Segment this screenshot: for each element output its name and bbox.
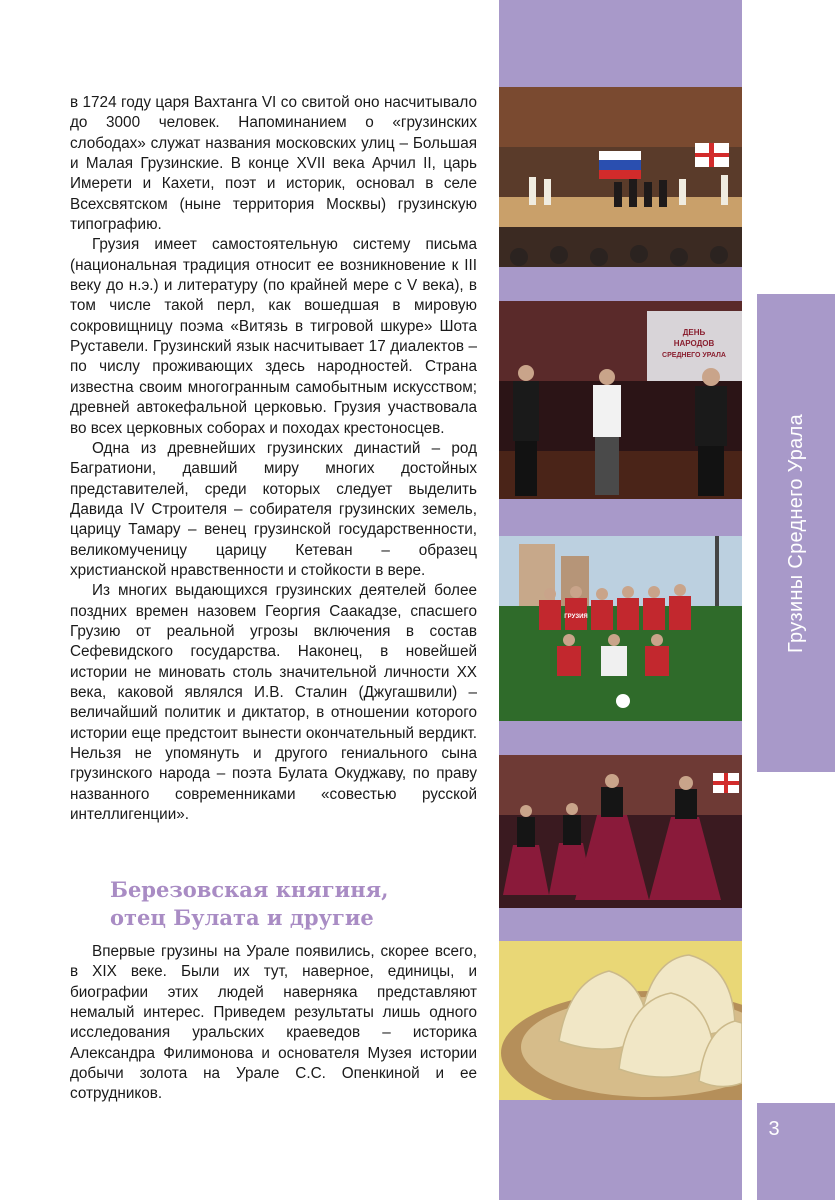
side-tab-label-container	[757, 294, 835, 772]
paragraph: Грузия имеет самостоятельную систему письма (национальная традиция относит ее возникновение к III веку до н.э.) и литературу (по крайней мере с V века), в том числе такой перл, как вошедшая в мировую сокровищницу поэма «Витязь в тигровой шкуре» Шота Руставели. Грузинский язык насчитывает 17 диалектов – по числу проживающих здесь народностей. Страна известна своим многогранным самобытным искусством; древней автокефальной церковью. Грузия участвовала во всех церковных соборах и походах крестоносцев.	[70, 236, 477, 437]
banner-text: СРЕДНЕГО УРАЛА	[662, 352, 726, 359]
page-number: 3	[768, 1118, 780, 1140]
banner-text: ДЕНЬ	[682, 328, 706, 337]
body-text-bottom	[70, 942, 477, 1105]
paragraph: Одна из древнейших грузинских династий – род Багратиони, давший миру многих достойных представителей, среди которых следует выделить Давида IV Строителя – собирателя грузинских земель, царицу Тамару – венец грузинской государственности, великомученицу царицу Кетеван – образец христианской нравственности и стойкости в вере.	[70, 439, 477, 579]
photo-singers-on-stage	[499, 301, 742, 499]
banner-text: НАРОДОВ	[673, 339, 715, 348]
photo-football-team	[499, 536, 742, 721]
photo-dancers	[499, 755, 742, 908]
body-text-top	[70, 93, 477, 825]
paragraph: в 1724 году царя Вахтанга VI со свитой оно насчитывало до 3000 человек. Напоминанием о «грузинских слободах» служат названия московских улиц – Большая и Малая Грузинские. В конце XVII века Арчил II, царь Имерети и Кахети, поэт и историк, основал в селе Всехсвятском (ныне территория Москвы) грузинскую типографию.	[70, 94, 477, 234]
section-heading-line: Березовская княгиня,	[110, 877, 389, 902]
section-heading-line: отец Булата и другие	[110, 905, 374, 930]
photo-khinkali-dish	[499, 941, 742, 1100]
photo-stage-performance	[499, 87, 742, 267]
shirt-text: ГРУЗИЯ	[564, 614, 588, 620]
paragraph: Из многих выдающихся грузинских деятелей более поздних времен назовем Георгия Саакадзе, спасшего Грузию от реальной угрозы включения в состав Сефевидского государства. Наконец, в новейшей истории не миновать столь значительной личности XX века, каковой являлся И.В. Сталин (Джугашвили) – величайший политик и диктатор, в отношении которого истории еще предстоит вынести окончательный вердикт. Нельзя не упомянуть и другого гениального сына грузинского народа – поэта Булата Окуджаву, по праву названного современниками «совестью русской интеллигенции».	[70, 582, 477, 824]
side-tab-label: Грузины Среднего Урала	[784, 413, 807, 653]
section-heading	[110, 876, 490, 932]
paragraph: Впервые грузины на Урале появились, скорее всего, в XIX веке. Были их тут, наверное, единицы, и биографии этих людей наверняка представляют немалый интерес. Приведем результаты лишь одного исследования уральских краеведов – историка Александра Филимонова и основателя Музея истории добычи золота на Урале С.С. Опенкиной и ее сотрудников.	[70, 943, 477, 1103]
